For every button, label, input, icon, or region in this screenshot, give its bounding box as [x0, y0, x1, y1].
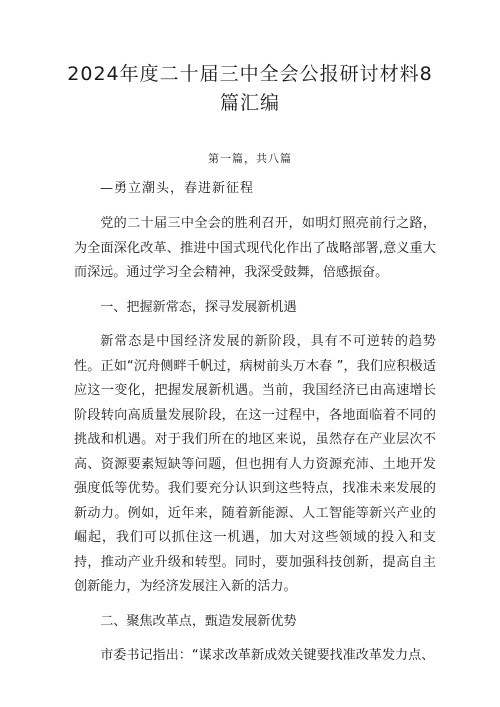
paragraph-section-2: 市委书记指出：“谋求改革新成效关键要找准改革发力点、	[100, 648, 435, 663]
paragraph-section-1: 新常态是中国经济发展的新阶段，具有不可逆转的趋势性。正如“沉舟侧畔千帆过，病树前头万木春 ”，我们应积极适应这一变化，把握发展新机遇。当前，我国经济已由高速增长阶段转向高质量发展阶段，在这一过程中，各地面临着不同的挑战和机遇。对于我们所在的地区来说，虽然存在产业层次不高、资源要素短缺等问题，但也拥有人力资源充沛、土地开发强度低等优势。我们要充分认识到这些特点，找准未来发展的新动力。例如，近年来，随着新能源、人工智能等新兴产业的崛起，我们可以抓住这一机遇，加大对这些领域的投入和支持，推动产业升级和转型。同时，要加强科技创新，提高自主创新能力，为经济发展注入新的活力。	[74, 334, 436, 594]
paragraph-intro: 党的二十届三中全会的胜利召开，如明灯照亮前行之路，为全面深化改革、推进中国式现代化作出了战略部署,意义重大而深远。通过学习全会精神，我深受鼓舞，倍感振奋。	[74, 216, 436, 280]
section-heading-1: 一、把握新常态，探寻发展新机遇	[100, 299, 297, 315]
document-title: 2024年度二十届三中全会公报研讨材料8篇汇编	[67, 63, 433, 114]
document-tagline: —勇立潮头，春进新征程	[100, 181, 255, 196]
section-heading-2: 二、聚焦改革点，甄造发展新优势	[100, 613, 297, 629]
document-body	[74, 212, 436, 677]
document-subtitle: 第一篇，共八篇	[208, 152, 292, 165]
